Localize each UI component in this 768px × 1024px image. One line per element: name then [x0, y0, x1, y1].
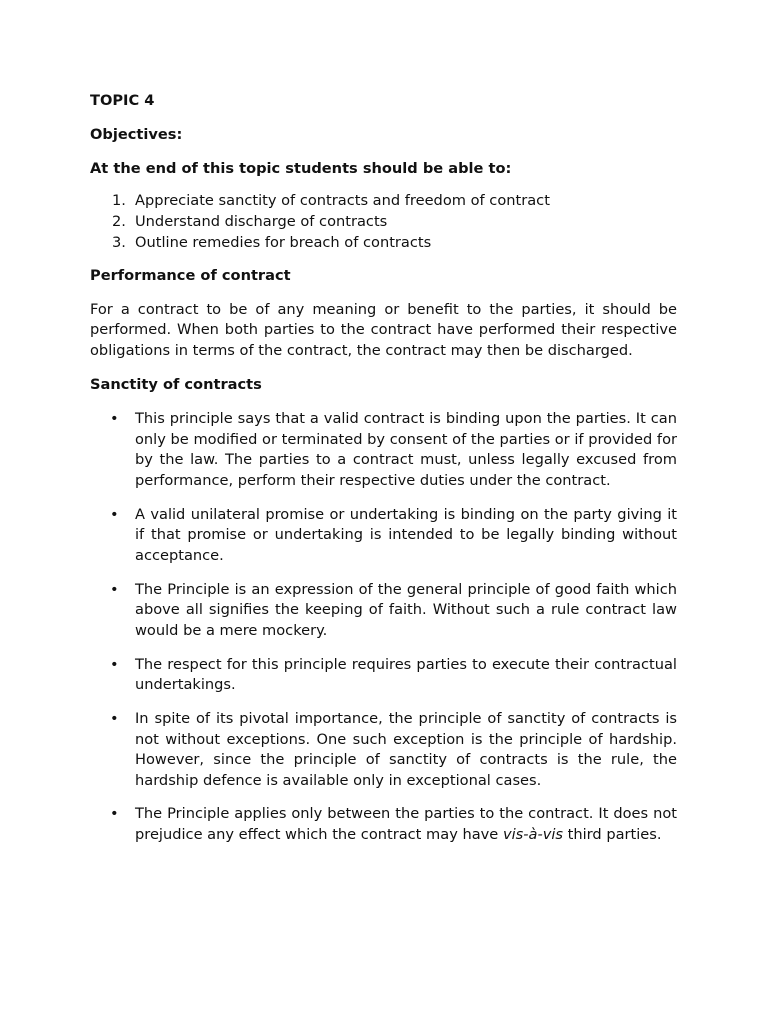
list-item: [90, 580, 677, 642]
objective-item: [90, 233, 677, 254]
bullet-text: The respect for this principle requires parties to execute their contractual undertakings.: [135, 655, 677, 694]
bullet-text-mixed: [135, 804, 677, 846]
objective-number: 3.: [112, 233, 126, 251]
list-item: [90, 409, 677, 492]
bullet-icon: •: [110, 655, 119, 673]
list-item: [90, 804, 677, 846]
objective-number: 2.: [112, 213, 126, 231]
objective-text: Outline remedies for breach of contracts: [135, 233, 432, 251]
objective-number: 1.: [112, 192, 126, 210]
document-page: [90, 91, 677, 859]
bullet-icon: •: [110, 505, 119, 523]
bullet-icon: •: [110, 409, 119, 427]
bullet-icon: •: [110, 805, 119, 823]
performance-paragraph: For a contract to be of any meaning or benefit to the parties, it should be performed. When both parties to the contract have performed their respective obligations in terms of the contract, the contract may then be discharged.: [90, 300, 677, 360]
list-item: [90, 655, 677, 697]
objectives-heading: Objectives:: [90, 125, 183, 143]
bullet-icon: •: [110, 580, 119, 598]
bullet-text-before: The Principle applies only between the parties to the contract. It does not prejudice any effect which the contract may have: [135, 805, 677, 844]
bullet-text-after: third parties.: [563, 826, 662, 844]
performance-heading: Performance of contract: [90, 266, 291, 284]
objectives-list: [90, 191, 677, 253]
objective-item: [90, 191, 677, 212]
bullet-text: This principle says that a valid contract is binding upon the parties. It can only be modified or terminated by consent of the parties or if provided for by the law. The parties to a contract must, unless legally excused from performance, perform their respective duties under the contract.: [135, 409, 677, 490]
bullet-text: The Principle is an expression of the general principle of good faith which above all signifies the keeping of faith. Without such a rule contract law would be a mere mockery.: [135, 580, 677, 640]
bullet-text: A valid unilateral promise or undertaking is binding on the party giving it if that promise or undertaking is intended to be legally binding without acceptance.: [135, 505, 677, 565]
objective-text: Appreciate sanctity of contracts and freedom of contract: [135, 192, 550, 210]
topic-label: TOPIC 4: [90, 92, 155, 109]
bullet-text: In spite of its pivotal importance, the principle of sanctity of contracts is not without exceptions. One such exception is the principle of hardship. However, since the principle of sanctity of contracts is the rule, the hardship defence is available only in exceptional cases.: [135, 709, 677, 790]
objectives-intro: At the end of this topic students should be able to:: [90, 159, 512, 177]
list-item: [90, 505, 677, 567]
objective-text: Understand discharge of contracts: [135, 213, 388, 231]
list-item: [90, 709, 677, 792]
sanctity-bullet-list: [90, 409, 677, 846]
sanctity-heading: Sanctity of contracts: [90, 375, 262, 393]
objective-item: [90, 212, 677, 233]
bullet-text-italic: vis-à-vis: [502, 826, 564, 844]
bullet-icon: •: [110, 709, 119, 727]
